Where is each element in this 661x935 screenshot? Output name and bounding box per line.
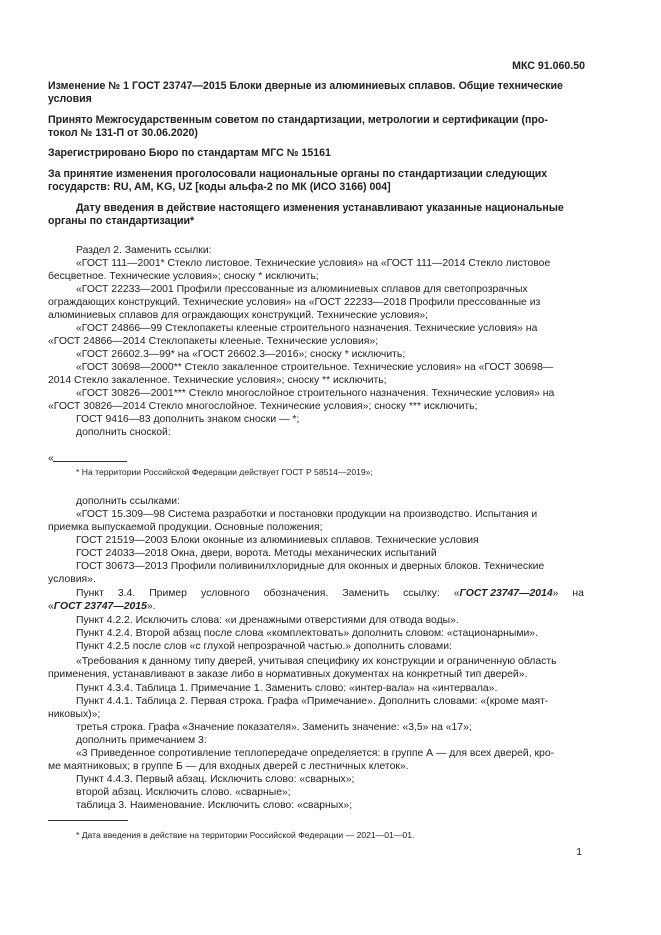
body-line: дополнить примечанием 3: [76,735,207,746]
body-line: Пункт 4.2.4. Второй абзац после слова «комплектовать» дополнить словом: «стационарными». [76,628,538,639]
body-line: «ГОСТ 15.309—98 Система разработки и постановки продукции на производство. Испытания и [76,509,538,520]
body-line: «ГОСТ 30826—2014 Стекло многослойное. Технические условия»; сноску *** исключить; [48,401,478,412]
body-line: ГОСТ 30673—2013 Профили поливинилхлоридные для оконных и дверных блоков. Технические [76,561,545,572]
word: Заменить [342,588,390,599]
body-line: алюминиевых сплавов для ограждающих конструкций. Технические условия»; [48,310,429,321]
body-line: дополнить ссылками: [76,496,180,507]
body-line: ГОСТ 24033—2018 Окна, двери, ворота. Методы механических испытаний [76,548,437,559]
word: на [572,588,584,599]
body-line: «ГОСТ 26602.3—99* на «ГОСТ 26602.3—2016»; сноску * исключить; [76,349,406,360]
body-line: применения, устанавливают в заказе либо в нормативных документах на конкретный тип дверей». [48,669,528,680]
body-line: бесцветное. Технические условия»; сноску * исключить; [48,271,319,282]
body-line: второй абзац. Исключить слово. «сварные»; [76,787,291,798]
footnote-text: * Дата введения в действие на территории Российской Федерации — 2021—01—01. [76,830,415,840]
body-line: условия». [48,574,96,585]
effective-line-2: органы по стандартизации* [48,215,195,227]
old-reference: «ГОСТ 23747—2014» [453,588,559,599]
classification-code: МКС 91.060.50 [512,60,585,72]
amendment-title-line-1: Изменение № 1 ГОСТ 23747—2015 Блоки дверные из алюминиевых сплавов. Общие технические [48,80,563,92]
effective-line-1: Дату введения в действие настоящего изменения устанавливают указанные национальные [76,202,564,214]
body-line: «ГОСТ 30826—2001*** Стекло многослойное строительного назначения. Технические условия» на [76,388,555,399]
footnote-rule [48,820,128,821]
body-line: дополнить сноской: [76,427,171,438]
item-3-4-line-2: «ГОСТ 23747—2015». [48,601,156,612]
body-line: Пункт 4.4.3. Первый абзац. Исключить слово: «сварных»; [76,774,355,785]
body-line: «ГОСТ 111—2001* Стекло листовое. Технические условия» на «ГОСТ 111—2014 Стекло листовое [76,258,551,269]
body-line: Пункт 4.3.4. Таблица 1. Примечание 1. Заменить слово: «интер-вала» на «интервала». [76,683,498,694]
body-line: приемка выпускаемой продукции. Основные положения; [48,522,323,533]
body-line: Пункт 4.2.2. Исключить слова: «и дренажными отверстиями для отвода воды». [76,615,459,626]
amendment-title-line-2: условия [48,93,92,105]
body-line: ГОСТ 21519—2003 Блоки оконные из алюминиевых сплавов. Технические условия [76,535,479,546]
body-line: третья строка. Графа «Значение показателя». Заменить значение: «3,5» на «17»; [76,722,472,733]
body-line: «Требования к данному типу дверей, учитывая специфику их конструкции и ограниченную область [76,656,557,667]
body-line: Раздел 2. Заменить ссылки: [76,245,212,256]
body-line: «ГОСТ 24866—2014 Стеклопакеты клееные. Технические условия»; [48,336,379,347]
word: 3.4. [117,588,136,599]
body-line: ограждающих конструкций. Технические условия» на «ГОСТ 22233—2018 Профили прессованные из [48,297,541,308]
body-line: «3 Приведенное сопротивление теплопередаче определяется: в группе А — для всех дверей, кро- [76,748,555,759]
body-line: «ГОСТ 22233—2001 Профили прессованные из алюминиевых сплавов для светопрозрачных [76,284,528,295]
adopted-line-2: токол № 131-П от 30.06.2020) [48,127,198,139]
quoted-footnote-open-quote: « [48,453,54,464]
body-line: таблица 3. Наименование. Исключить слово: «сварных»; [76,800,353,811]
word: Пример [149,588,187,599]
body-line: «ГОСТ 30698—2000** Стекло закаленное строительное. Технические условия» на «ГОСТ 30698— [76,362,554,373]
body-line: Пункт 4.2.5 после слов «с глухой непрозрачной частью.» дополнить словами: [76,641,452,652]
body-line: Пункт 4.4.1. Таблица 2. Первая строка. Графа «Примечание». Дополнить словами: «(кроме маят- [76,696,549,707]
voted-line-1: За принятие изменения проголосовали национальные органы по стандартизации следующих [48,168,548,180]
body-line: ГОСТ 9416—83 дополнить знаком сноски — *; [76,414,300,425]
registered-line: Зарегистрировано Бюро по стандартам МГС № 15161 [48,147,331,159]
page-number: 1 [576,847,582,858]
quoted-footnote-text: * На территории Российской Федерации действует ГОСТ Р 58514—2019»; [76,467,373,477]
body-line: никовых)»; [48,709,101,720]
word: условного [200,588,250,599]
word: Пункт [76,588,104,599]
item-3-4-line-1 [76,587,584,600]
quoted-footnote-rule [53,461,127,462]
body-line: ме маятниковых; в группе Б — для входных дверей с лестничных клеток». [48,761,409,772]
body-line: 2014 Стекло закаленное. Технические условия»; сноску ** исключить; [48,375,387,386]
body-line: «ГОСТ 24866—99 Стеклопакеты клееные строительного назначения. Технические условия» на [76,323,538,334]
word: ссылку: [403,588,440,599]
word: обозначения. [263,588,329,599]
adopted-line-1: Принято Межгосударственным советом по стандартизации, метрологии и сертификации (про- [48,114,548,126]
voted-line-2: государств: RU, AM, KG, UZ [коды альфа-2 по МК (ИСО 3166) 004] [48,181,391,193]
